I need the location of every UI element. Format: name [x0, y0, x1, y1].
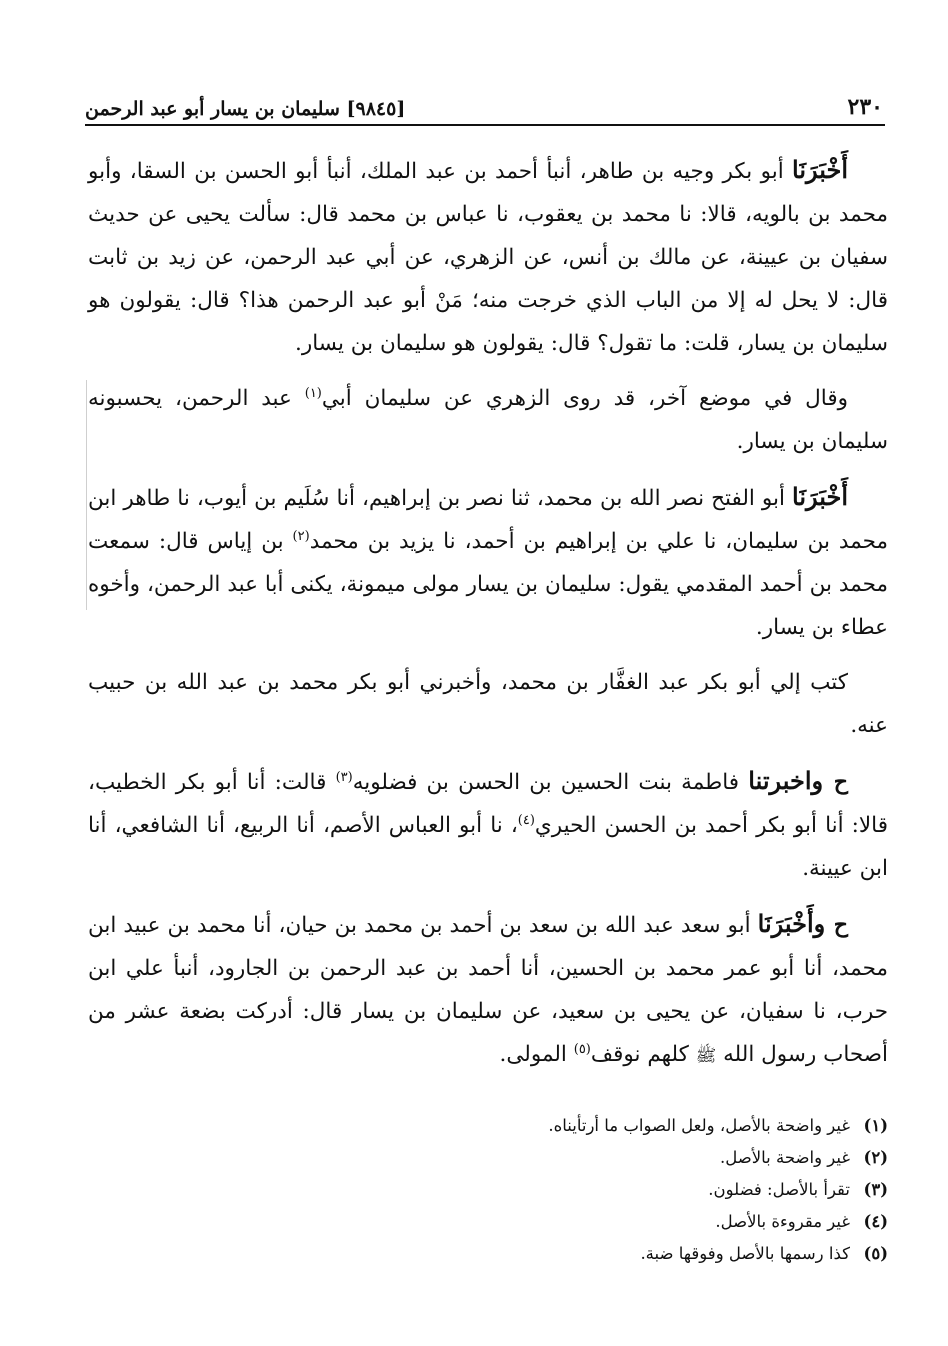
footnote-number: (١)	[863, 1116, 888, 1135]
paragraph-2	[88, 377, 888, 463]
margin-line	[86, 380, 87, 610]
isnad-lead: وأَخْبَرَنَا	[757, 909, 834, 938]
paragraph-text: فاطمة بنت الحسين بن الحسن بن فضلويه	[352, 770, 749, 795]
main-text	[88, 148, 888, 1090]
paragraph-text: أبو سعد عبد الله بن سعد بن أحمد بن محمد بن حيان، أنا محمد بن عبيد ابن محمد، أنا أبو عمر محمد بن الحسين، أنا أحمد بن عبد الرحمن بن الجارود، أنبأ علي ابن حرب، نا سفيان، عن يحيى بن سعيد، عن سليمان بن يسار قال: أدركت بضعة عشر من أصحاب رسول الله	[88, 913, 888, 1067]
footnote-number: (٥)	[863, 1244, 888, 1263]
isnad-lead: أَخْبَرَنَا	[792, 482, 848, 511]
paragraph-text: المولى.	[499, 1042, 574, 1067]
footnote-item	[88, 1206, 888, 1238]
footnote-text: غير واضحة بالأصل، ولعل الصواب ما أرتأيناه.	[548, 1116, 850, 1135]
isnad-lead: أَخْبَرَنَا	[792, 155, 848, 184]
paragraph-3	[88, 475, 888, 649]
footnote-ref-5[interactable]: (٥)	[573, 1041, 591, 1057]
paragraph-6	[88, 902, 888, 1078]
paragraph-text: كتب إلي أبو بكر عبد الغفَّار بن محمد، وأخبرني أبو بكر محمد بن عبد الله بن حبيب عنه.	[88, 670, 888, 738]
footnotes	[88, 1110, 888, 1270]
paragraph-text: عبد الرحمن، يحسبونه سليمان بن يسار.	[88, 386, 888, 454]
running-title: [٩٨٤٥] سليمان بن يسار أبو عبد الرحمن	[85, 98, 406, 120]
footnote-text: كذا رسمها بالأصل وفوقها ضبة.	[640, 1244, 850, 1263]
paragraph-text: أبو بكر وجيه بن طاهر، أنبأ أحمد بن عبد الملك، أنبأ أبو الحسن بن السقا، وأبو محمد بن بالويه، قالا: نا محمد بن يعقوب، نا عباس بن محمد قال: سألت يحيى عن حديث سفيان بن عيينة، عن مالك بن أنس، عن الزهري، عن أبي عبد الرحمن، عن زيد بن ثابت قال: لا يحل له إلا من الباب الذي خرجت منه؛ مَنْ أبو عبد الرحمن هذا؟ قال: يقولون هو سليمان بن يسار، قلت: ما تقول؟ قال: يقولون هو سليمان بن يسار.	[88, 159, 888, 356]
footnote-item	[88, 1110, 888, 1142]
footnote-ref-1[interactable]: (١)	[304, 385, 322, 401]
paragraph-1	[88, 148, 888, 365]
paragraph-text: كلهم نوقف	[590, 1042, 696, 1067]
footnote-item	[88, 1238, 888, 1270]
page-header	[85, 86, 885, 126]
paragraph-text: أبو الفتح نصر الله بن محمد، ثنا نصر بن إبراهيم، أنا سُلَيم بن أيوب، نا طاهر ابن محمد بن سليمان، نا علي بن إبراهيم بن أحمد، نا يزيد بن محمد	[88, 486, 888, 554]
paragraph-text: وقال في موضع آخر، قد روى الزهري عن سليمان أبي	[321, 386, 848, 411]
page-number: ٢٣٠	[847, 94, 883, 120]
footnote-number: (٣)	[863, 1180, 888, 1199]
footnote-ref-4[interactable]: (٤)	[517, 812, 535, 828]
footnote-text: غير مقروءة بالأصل.	[715, 1212, 850, 1231]
footnote-text: غير واضحة بالأصل.	[719, 1148, 850, 1167]
paragraph-5	[88, 759, 888, 890]
footnote-text: تقرأ بالأصل: فضلون.	[708, 1180, 850, 1199]
paragraph-text: قالت: أنا أبو بكر الخطيب، قالا: أنا أبو بكر أحمد بن الحسن الحيري	[88, 770, 888, 838]
paragraph-text: بن إياس قال: سمعت محمد بن أحمد المقدمي يقول: سليمان بن يسار مولى ميمونة، يكنى أبا عبد الرحمن، وأخوه عطاء بن يسار.	[88, 529, 888, 640]
footnote-ref-3[interactable]: (٣)	[335, 769, 353, 785]
paragraph-4	[88, 661, 888, 747]
footnote-number: (٤)	[863, 1212, 888, 1231]
salla-glyph: ﷺ	[695, 1046, 717, 1066]
footnote-item	[88, 1174, 888, 1206]
paragraph-text: ، نا أبو العباس الأصم، أنا الربيع، أنا الشافعي، أنا ابن عيينة.	[88, 813, 888, 881]
tahwil-mark: ح	[833, 912, 848, 938]
footnote-number: (٢)	[863, 1148, 888, 1167]
isnad-lead: واخبرتنا	[748, 766, 834, 795]
footnote-item	[88, 1142, 888, 1174]
footnote-ref-2[interactable]: (٢)	[292, 528, 310, 544]
tahwil-mark: ح	[833, 769, 848, 795]
